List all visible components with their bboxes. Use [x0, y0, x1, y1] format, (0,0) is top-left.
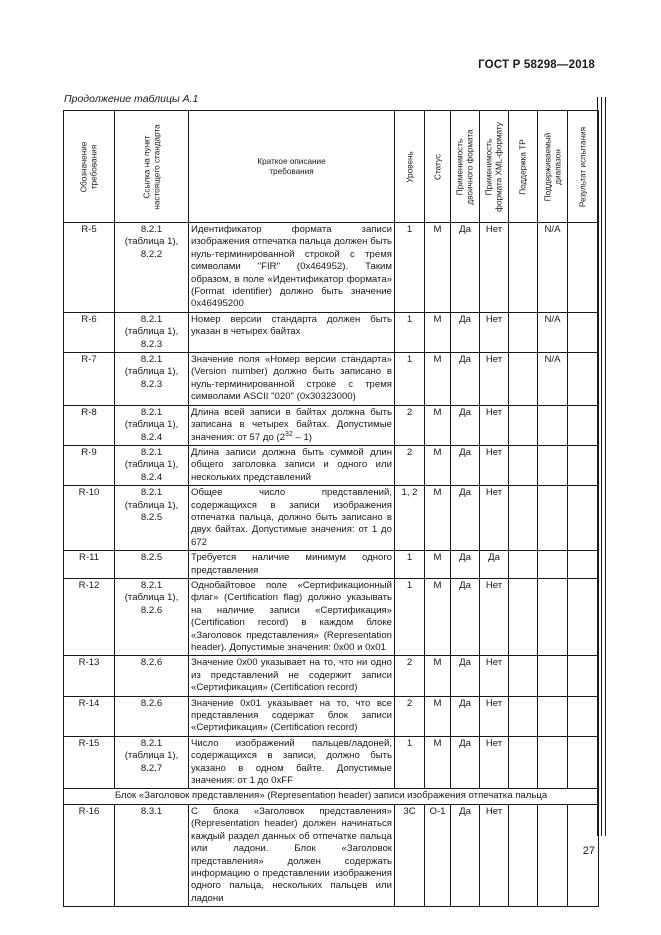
status-cell: М [425, 696, 451, 736]
header-xml-format: Применимость формата XML-формату [480, 111, 509, 223]
status-cell: М [425, 353, 451, 406]
req-id-cell: R-8 [64, 405, 115, 445]
level-cell: 1 [395, 353, 425, 406]
supported-range-cell: N/A [538, 353, 568, 406]
test-result-cell [568, 353, 599, 406]
margin-bar [605, 97, 606, 836]
binary-format-cell: Да [451, 312, 480, 352]
status-cell: М [425, 736, 451, 789]
level-cell: 1 [395, 312, 425, 352]
supported-range-cell [538, 551, 568, 579]
table-row [64, 696, 599, 736]
table-row [64, 312, 599, 352]
page-number: 27 [582, 845, 595, 857]
xml-format-cell: Нет [480, 696, 509, 736]
margin-bar [601, 97, 602, 836]
level-cell: 1 [395, 578, 425, 655]
tp-support-cell [509, 405, 538, 445]
tp-support-cell [509, 551, 538, 579]
reference-cell: 8.2.1 (таблица 1), 8.2.3 [115, 353, 189, 406]
binary-format-cell: Да [451, 486, 480, 551]
test-result-cell [568, 656, 599, 696]
status-cell: М [425, 578, 451, 655]
tp-support-cell [509, 804, 538, 906]
status-cell: М [425, 445, 451, 485]
level-cell: 3С [395, 804, 425, 906]
table-header-row [64, 111, 599, 223]
tp-support-cell [509, 445, 538, 485]
supported-range-cell: N/A [538, 312, 568, 352]
status-cell: М [425, 405, 451, 445]
supported-range-cell [538, 696, 568, 736]
table-row [64, 223, 599, 313]
req-id-cell: R-13 [64, 656, 115, 696]
test-result-cell [568, 445, 599, 485]
level-cell: 2 [395, 405, 425, 445]
header-supported-range: Поддерживаемый диапазон [538, 111, 568, 223]
reference-cell: 8.2.6 [115, 696, 189, 736]
tp-support-cell [509, 312, 538, 352]
req-id-cell: R-15 [64, 736, 115, 789]
section-row [64, 789, 599, 804]
xml-format-cell: Нет [480, 445, 509, 485]
xml-format-cell: Нет [480, 804, 509, 906]
reference-cell: 8.2.1 (таблица 1), 8.2.4 [115, 405, 189, 445]
tp-support-cell [509, 656, 538, 696]
level-cell: 1 [395, 223, 425, 313]
req-id-cell: R-9 [64, 445, 115, 485]
xml-format-cell: Да [480, 551, 509, 579]
description-cell: Число изображений пальцев/ладоней, содержащихся в записи, должно быть указано в одном байте. Допустимые значения: от 1 до 0xFF [189, 736, 395, 789]
description-cell: С блока «Заголовок представления» (Representation header) должен начинаться каждый раздел данных об отпечатке пальца или ладони. Блок «Заголовок представления» должен содержать информацию о представлении изображения одного пальца, нескольких пальцев или ладони [189, 804, 395, 906]
table-row [64, 486, 599, 551]
req-id-cell: R-11 [64, 551, 115, 579]
status-cell: М [425, 486, 451, 551]
requirements-table [63, 110, 599, 907]
level-cell: 2 [395, 656, 425, 696]
test-result-cell [568, 486, 599, 551]
binary-format-cell: Да [451, 656, 480, 696]
exponent: 32 [285, 430, 293, 438]
description-cell: Длина всей записи в байтах должна быть записана в четырех байтах. Допустимые значения: от 57 до $(2^{32} - 1)$ [189, 405, 395, 445]
xml-format-cell: Нет [480, 578, 509, 655]
description-cell: Номер версии стандарта должен быть указан в четырех байтах [189, 312, 395, 352]
header-test-result: Результат испытания [568, 111, 599, 223]
level-cell: 2 [395, 445, 425, 485]
reference-cell: 8.3.1 [115, 804, 189, 906]
req-id-cell: R-10 [64, 486, 115, 551]
reference-cell: 8.2.1 (таблица 1), 8.2.7 [115, 736, 189, 789]
description-cell: Длина записи должна быть суммой длин общего заголовка записи и одного или нескольких представлений [189, 445, 395, 485]
section-title: Блок «Заголовок представления» (Representation header) записи изображения отпечатка пальца [64, 789, 599, 804]
xml-format-cell: Нет [480, 353, 509, 406]
table-row [64, 736, 599, 789]
binary-format-cell: Да [451, 578, 480, 655]
binary-format-cell: Да [451, 223, 480, 313]
test-result-cell [568, 312, 599, 352]
level-cell: 1 [395, 551, 425, 579]
status-cell: М [425, 656, 451, 696]
table-row [64, 445, 599, 485]
header-tp-support: Поддержка ТР [509, 111, 538, 223]
status-cell: М [425, 312, 451, 352]
table-row [64, 405, 599, 445]
description-cell: Требуется наличие минимум одного представления [189, 551, 395, 579]
test-result-cell [568, 405, 599, 445]
table-row [64, 578, 599, 655]
xml-format-cell: Нет [480, 223, 509, 313]
header-req-id: Обозначение требования [64, 111, 115, 223]
tp-support-cell [509, 696, 538, 736]
xml-format-cell: Нет [480, 656, 509, 696]
tp-support-cell [509, 736, 538, 789]
req-id-cell: R-5 [64, 223, 115, 313]
document-code: ГОСТ Р 58298—2018 [478, 59, 595, 71]
supported-range-cell [538, 804, 568, 906]
header-level: Уровень [395, 111, 425, 223]
reference-cell: 8.2.1 (таблица 1), 8.2.5 [115, 486, 189, 551]
status-cell: О-1 [425, 804, 451, 906]
table-caption: Продолжение таблицы А.1 [64, 93, 199, 105]
header-status: Статус [425, 111, 451, 223]
req-id-cell: R-7 [64, 353, 115, 406]
test-result-cell [568, 736, 599, 789]
xml-format-cell: Нет [480, 486, 509, 551]
req-id-cell: R-12 [64, 578, 115, 655]
xml-format-cell: Нет [480, 736, 509, 789]
header-reference: Ссылка на пункт настоящего стандарта [115, 111, 189, 223]
level-cell: 2 [395, 696, 425, 736]
binary-format-cell: Да [451, 696, 480, 736]
binary-format-cell: Да [451, 551, 480, 579]
tp-support-cell [509, 353, 538, 406]
test-result-cell [568, 696, 599, 736]
table-row [64, 353, 599, 406]
reference-cell: 8.2.1 (таблица 1), 8.2.2 [115, 223, 189, 313]
binary-format-cell: Да [451, 353, 480, 406]
req-id-cell: R-14 [64, 696, 115, 736]
binary-format-cell: Да [451, 405, 480, 445]
description-cell: Общее число представлений, содержащихся в записи изображения отпечатка пальца, должно быть записано в двух байтах. Допустимые значения: от 1 до 672 [189, 486, 395, 551]
reference-cell: 8.2.5 [115, 551, 189, 579]
status-cell: М [425, 551, 451, 579]
description-cell: Значение поля «Номер версии стандарта» (Version number) должно быть записано в нуль-терминированной строке с тремя символами ASCII "020" (0x30323000) [189, 353, 395, 406]
tp-support-cell [509, 486, 538, 551]
test-result-cell [568, 223, 599, 313]
description-cell: Значение 0x01 указывает на то, что все представления содержат блок записи «Сертификация» (Certification record) [189, 696, 395, 736]
xml-format-cell: Нет [480, 312, 509, 352]
binary-format-cell: Да [451, 445, 480, 485]
header-binary-format: Применимость двоичного формата [451, 111, 480, 223]
table-row [64, 656, 599, 696]
description-cell: Однобайтовое поле «Сертификационный флаг» (Certification flag) должно указывать на наличие записи «Сертификация» (Certification record) в каждом блоке «Заголовок представления» (Representation header). Допустимые значения: 0x00 и 0x01 [189, 578, 395, 655]
header-description: Краткое описание требования [189, 111, 395, 223]
req-id-cell: R-6 [64, 312, 115, 352]
tp-support-cell [509, 223, 538, 313]
supported-range-cell [538, 405, 568, 445]
supported-range-cell: N/A [538, 223, 568, 313]
reference-cell: 8.2.6 [115, 656, 189, 696]
xml-format-cell: Нет [480, 405, 509, 445]
supported-range-cell [538, 486, 568, 551]
supported-range-cell [538, 578, 568, 655]
level-cell: 1, 2 [395, 486, 425, 551]
reference-cell: 8.2.1 (таблица 1), 8.2.4 [115, 445, 189, 485]
reference-cell: 8.2.1 (таблица 1), 8.2.3 [115, 312, 189, 352]
test-result-cell [568, 578, 599, 655]
supported-range-cell [538, 445, 568, 485]
table-row [64, 804, 599, 906]
level-cell: 1 [395, 736, 425, 789]
tp-support-cell [509, 578, 538, 655]
binary-format-cell: Да [451, 804, 480, 906]
status-cell: М [425, 223, 451, 313]
req-id-cell: R-16 [64, 804, 115, 906]
test-result-cell [568, 551, 599, 579]
supported-range-cell [538, 736, 568, 789]
supported-range-cell [538, 656, 568, 696]
binary-format-cell: Да [451, 736, 480, 789]
description-cell: Значение 0x00 указывает на то, что ни одно из представлений не содержит записи «Сертификация» (Certification record) [189, 656, 395, 696]
description-cell: Идентификатор формата записи изображения отпечатка пальца должен быть нуль-терминированной строкой с тремя символами "FIR" (0x464952). Таким образом, в поле «Идентификатор формата» (Format identifier) должно быть значение 0x46495200 [189, 223, 395, 313]
table-row [64, 551, 599, 579]
reference-cell: 8.2.1 (таблица 1), 8.2.6 [115, 578, 189, 655]
